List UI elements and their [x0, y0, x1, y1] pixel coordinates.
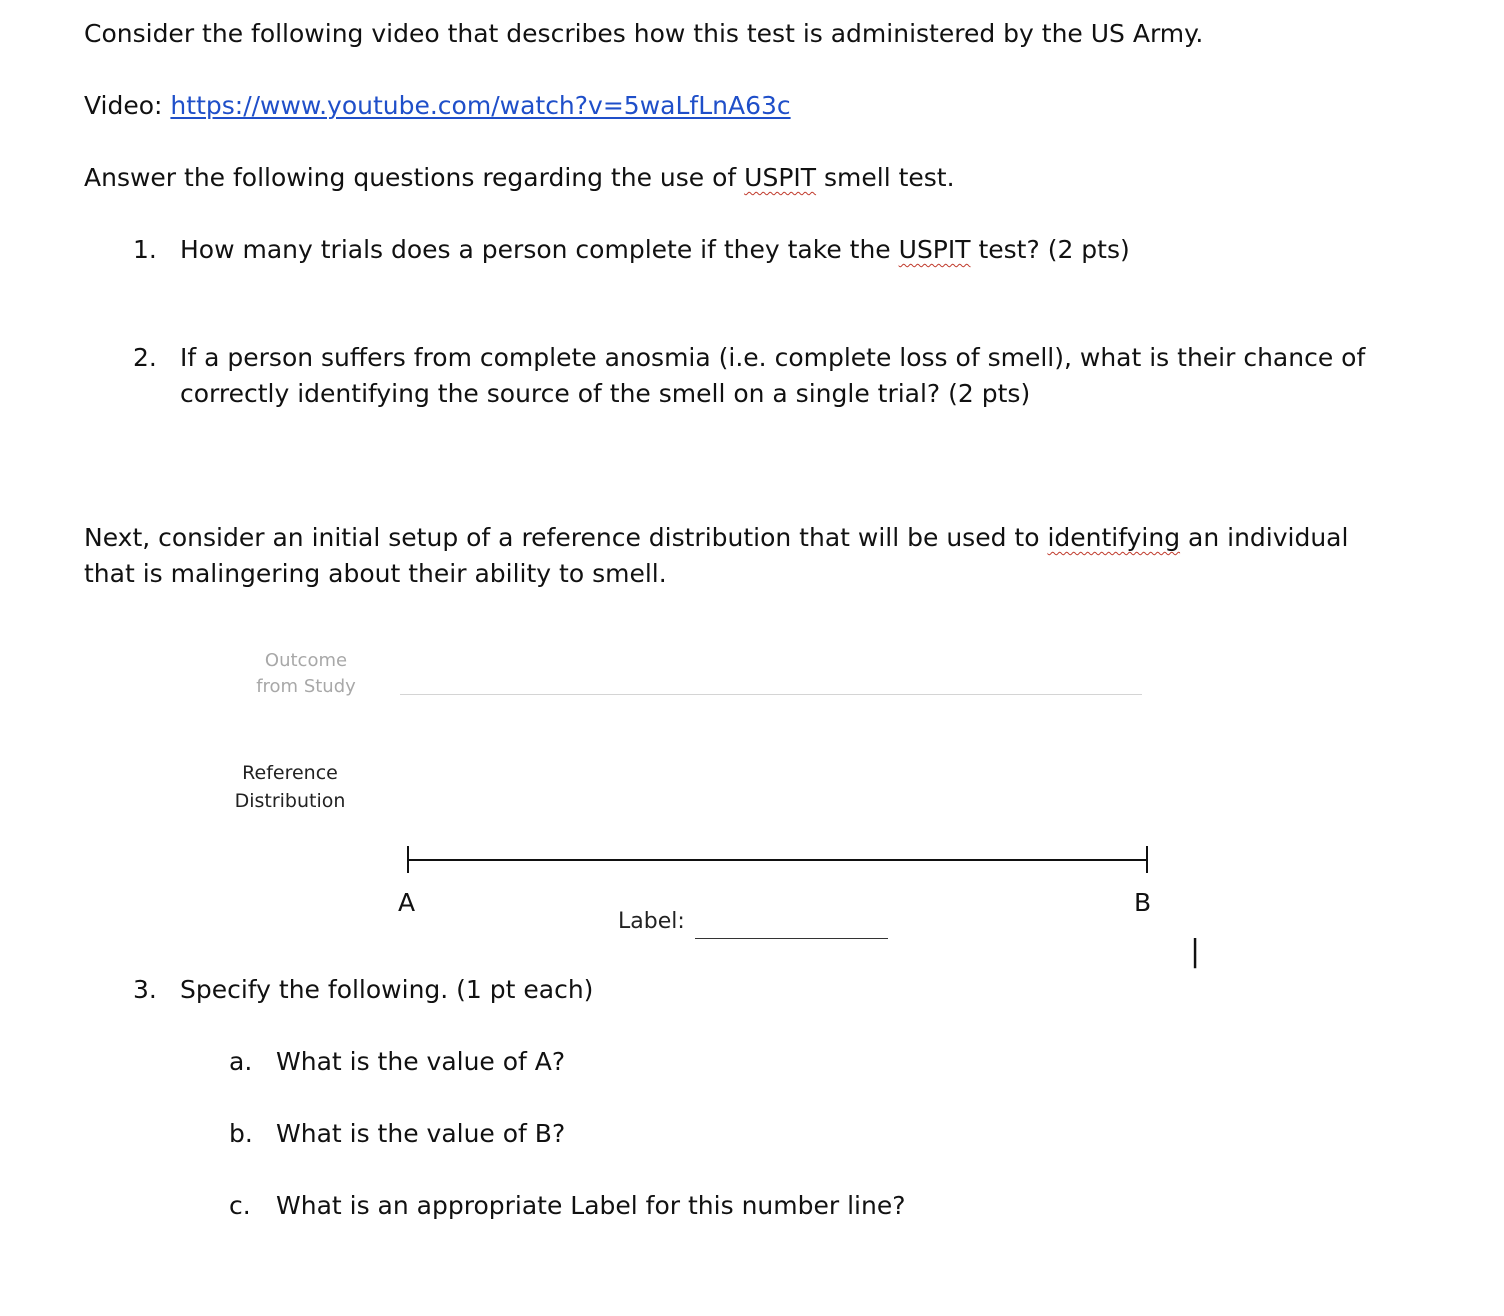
answer-instruction — [84, 160, 955, 196]
outcome-label-line1: Outcome — [264, 650, 348, 671]
q1-prefix: How many trials does a person complete if they take the — [180, 235, 899, 264]
endpoint-a-label: A — [398, 888, 416, 917]
outcome-line — [400, 694, 1142, 695]
q3a-marker: a. — [229, 1047, 253, 1076]
q2-line2: correctly identifying the source of the smell on a single trial? (2 pts) — [180, 379, 1031, 408]
q3-text: Specify the following. (1 pt each) — [180, 975, 594, 1004]
q2-number: 2. — [133, 343, 157, 372]
video-label: Video: — [84, 91, 171, 120]
reference-label-line2: Distribution — [234, 790, 346, 812]
number-line-tick-a — [407, 846, 409, 873]
video-line — [84, 88, 791, 124]
answer-term: USPIT — [744, 163, 817, 192]
endpoint-b-label: B — [1134, 888, 1152, 917]
q1-term: USPIT — [898, 235, 971, 264]
q3b-text: What is the value of B? — [276, 1119, 566, 1148]
q3-number: 3. — [133, 975, 157, 1004]
q2-line1: If a person suffers from complete anosmia (i.e. complete loss of smell), what is their chance of — [180, 343, 1366, 372]
next-term: identifying — [1047, 523, 1181, 552]
next-prefix: Next, consider an initial setup of a reference distribution that will be used to — [84, 523, 1048, 552]
q1-text — [180, 232, 1130, 268]
answer-prefix: Answer the following questions regarding the use of — [84, 163, 745, 192]
stray-cursor-mark: | — [1190, 934, 1201, 969]
label-answer-line — [695, 938, 888, 939]
q1-number: 1. — [133, 235, 157, 264]
q3a-text: What is the value of A? — [276, 1047, 566, 1076]
next-line2: that is malingering about their ability to smell. — [84, 559, 667, 588]
next-suffix: an individual — [1180, 523, 1349, 552]
outcome-label-line2: from Study — [256, 676, 356, 697]
reference-label-line1: Reference — [242, 762, 338, 784]
q3c-marker: c. — [229, 1191, 251, 1220]
next-line1 — [84, 520, 1348, 556]
video-link[interactable]: https://www.youtube.com/watch?v=5waLfLnA63c — [170, 91, 791, 120]
reference-label — [220, 759, 360, 815]
label-prompt: Label: — [618, 909, 685, 934]
answer-suffix: smell test. — [816, 163, 955, 192]
number-line — [407, 859, 1148, 861]
q3b-marker: b. — [229, 1119, 253, 1148]
q1-suffix: test? (2 pts) — [970, 235, 1130, 264]
q3c-text: What is an appropriate Label for this number line? — [276, 1191, 906, 1220]
outcome-label — [238, 648, 374, 700]
number-line-tick-b — [1146, 846, 1148, 873]
intro-text: Consider the following video that describes how this test is administered by the US Army. — [84, 19, 1204, 48]
